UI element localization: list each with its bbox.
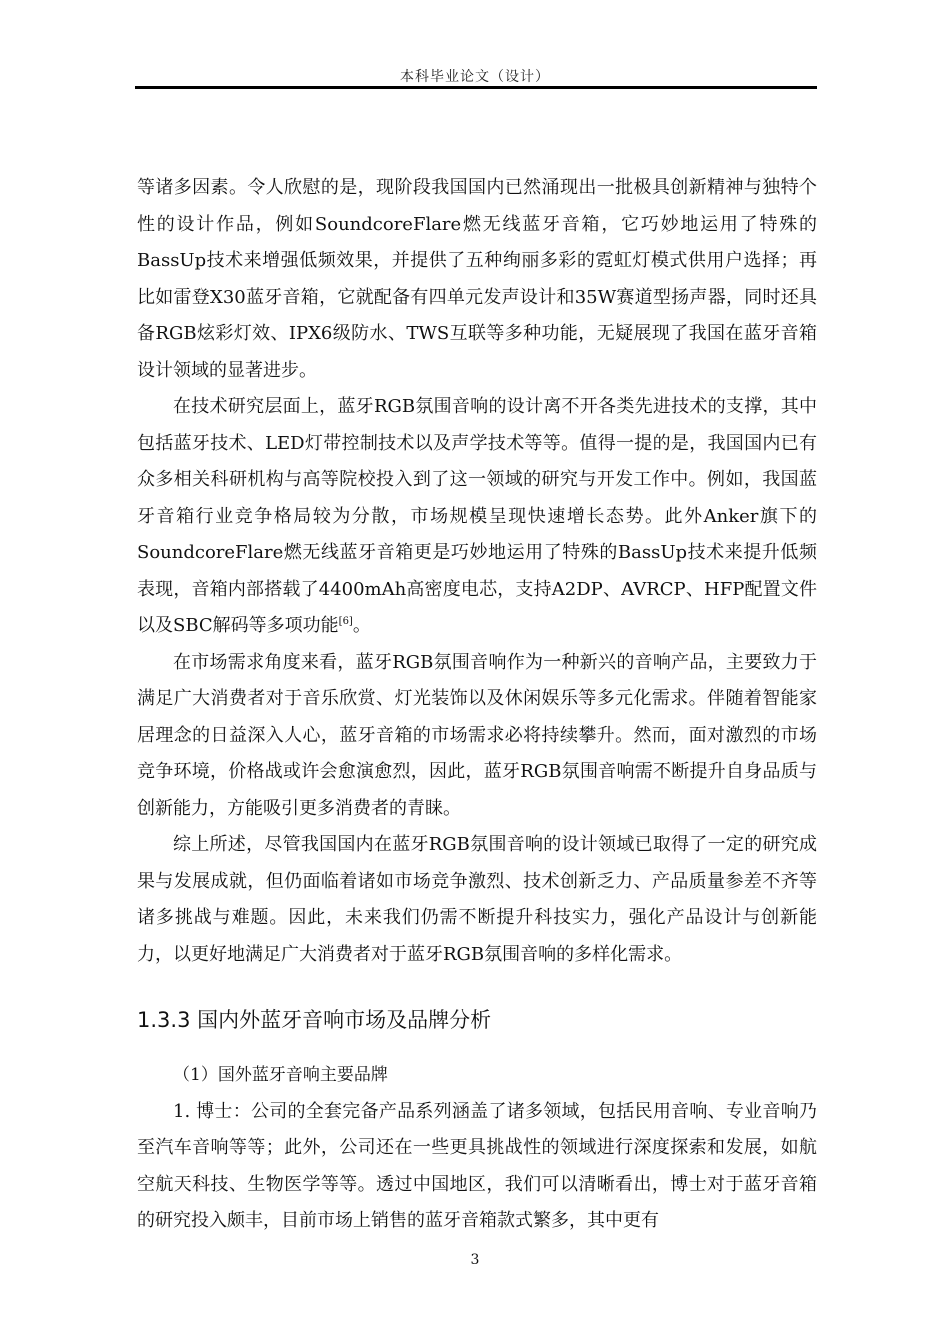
paragraph-2 (137, 389, 817, 645)
paragraph-2-text: 在技术研究层面上，蓝牙RGB氛围音响的设计离不开各类先进技术的支撑，其中包括蓝牙技术、LED灯带控制技术以及声学技术等等。值得一提的是，我国国内已有众多相关科研机构与高等院校投入到了这一领域的研究与开发工作中。例如，我国蓝牙音箱行业竞争格局较为分散，市场规模呈现快速增长态势。此外Anker旗下的SoundcoreFlare燃无线蓝牙音箱更是巧妙地运用了特殊的BassUp技术来提升低频表现，音箱内部搭载了4400mAh高密度电芯，支持A2DP、AVRCP、HFP配置文件以及SBC解码等多项功能 (137, 396, 817, 636)
citation-ref: [6] (338, 616, 353, 627)
subsection-heading: （1）国外蓝牙音响主要品牌 (173, 1065, 388, 1085)
body-content (137, 170, 817, 1240)
paragraph-1: 等诸多因素。令人欣慰的是，现阶段我国国内已然涌现出一批极具创新精神与独特个性的设计作品，例如SoundcoreFlare燃无线蓝牙音箱，它巧妙地运用了特殊的BassUp技术来增强低频效果，并提供了五种绚丽多彩的霓虹灯模式供用户选择；再比如雷登X30蓝牙音箱，它就配备有四单元发声设计和35W赛道型扬声器，同时还具备RGB炫彩灯效、IPX6级防水、TWS互联等多种功能，无疑展现了我国在蓝牙音箱设计领域的显著进步。 (137, 177, 817, 381)
page-header-title: 本科毕业论文（设计） (400, 69, 550, 85)
paragraph-3: 在市场需求角度来看，蓝牙RGB氛围音响作为一种新兴的音响产品，主要致力于满足广大消费者对于音乐欣赏、灯光装饰以及休闲娱乐等多元化需求。伴随着智能家居理念的日益深入人心，蓝牙音箱的市场需求必将持续攀升。然而，面对激烈的市场竞争环境，价格战或许会愈演愈烈，因此，蓝牙RGB氛围音响需不断提升自身品质与创新能力，方能吸引更多消费者的青睐。 (137, 651, 817, 819)
page-number: 3 (470, 1252, 480, 1268)
section-heading: 1.3.3 国内外蓝牙音响市场及品牌分析 (137, 1008, 492, 1032)
header-rule (135, 86, 817, 89)
paragraph-4: 综上所述，尽管我国国内在蓝牙RGB氛围音响的设计领域已取得了一定的研究成果与发展成就，但仍面临着诸如市场竞争激烈、技术创新乏力、产品质量参差不齐等诸多挑战与难题。因此，未来我们仍需不断提升科技实力，强化产品设计与创新能力，以更好地满足广大消费者对于蓝牙RGB氛围音响的多样化需求。 (137, 834, 817, 965)
paragraph-5: 1. 博士：公司的全套完备产品系列涵盖了诸多领域，包括民用音响、专业音响乃至汽车音响等等；此外，公司还在一些更具挑战性的领域进行深度探索和发展，如航空航天科技、生物医学等等。透过中国地区，我们可以清晰看出，博士对于蓝牙音箱的研究投入颇丰，目前市场上销售的蓝牙音箱款式繁多，其中更有 (137, 1100, 817, 1231)
paragraph-2-tail: 。 (352, 615, 371, 636)
